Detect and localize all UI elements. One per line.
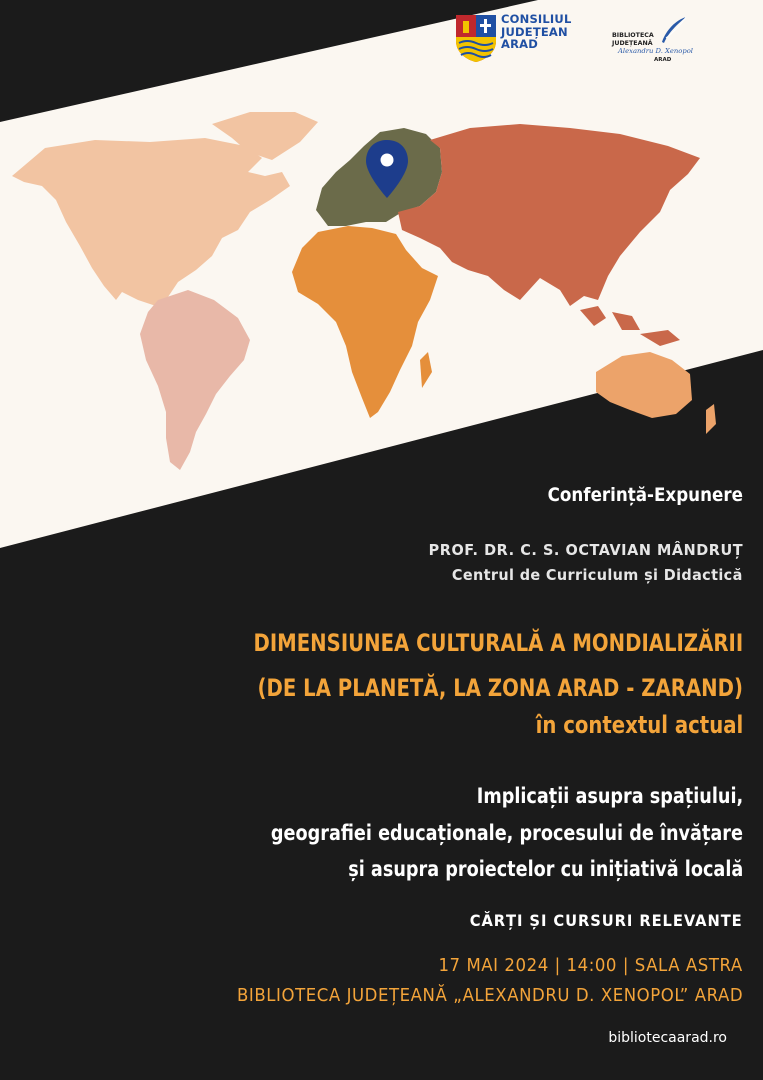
event-type: Conferință-Expunere [547,484,743,506]
speaker-name: PROF. DR. C. S. OCTAVIAN MÂNDRUȚ [428,541,743,559]
consiliul-judetean-logo [455,13,585,63]
event-title-line-3: în contextul actual [535,711,743,739]
event-date-time-room: 17 MAI 2024 | 14:00 | SALA ASTRA [438,955,743,976]
implications-line-3: și asupra proiectelor cu inițiativă locală [347,857,743,881]
biblioteca-city: ARAD [654,57,672,63]
implications-line-2: geografiei educaționale, procesului de învățare [270,821,743,845]
books-courses-label: CĂRȚI ȘI CURSURI RELEVANTE [470,911,743,930]
implications-line-1: Implicații asupra spațiului, [476,784,743,808]
biblioteca-logo [612,16,692,66]
website-link[interactable]: bibliotecaarad.ro [608,1030,727,1046]
county-coat-of-arms-icon [455,13,497,63]
speaker-affiliation: Centrul de Curriculum și Didactică [452,566,743,584]
event-venue: BIBLIOTECA JUDEȚEANĂ „ALEXANDRU D. XENOPOL” ARAD [236,985,743,1006]
biblioteca-name: BIBLIOTECA JUDEȚEANĂ [612,32,654,47]
biblioteca-script-name: Alexandru D. Xenopol [618,47,693,55]
event-title-line-2: (DE LA PLANETĂ, LA ZONA ARAD - ZARAND) [257,674,743,702]
quill-icon [658,16,688,46]
consiliul-judetean-name: CONSILIUL JUDEȚEAN ARAD [501,12,572,51]
event-title-line-1: DIMENSIUNEA CULTURALĂ A MONDIALIZĂRII [253,629,743,657]
